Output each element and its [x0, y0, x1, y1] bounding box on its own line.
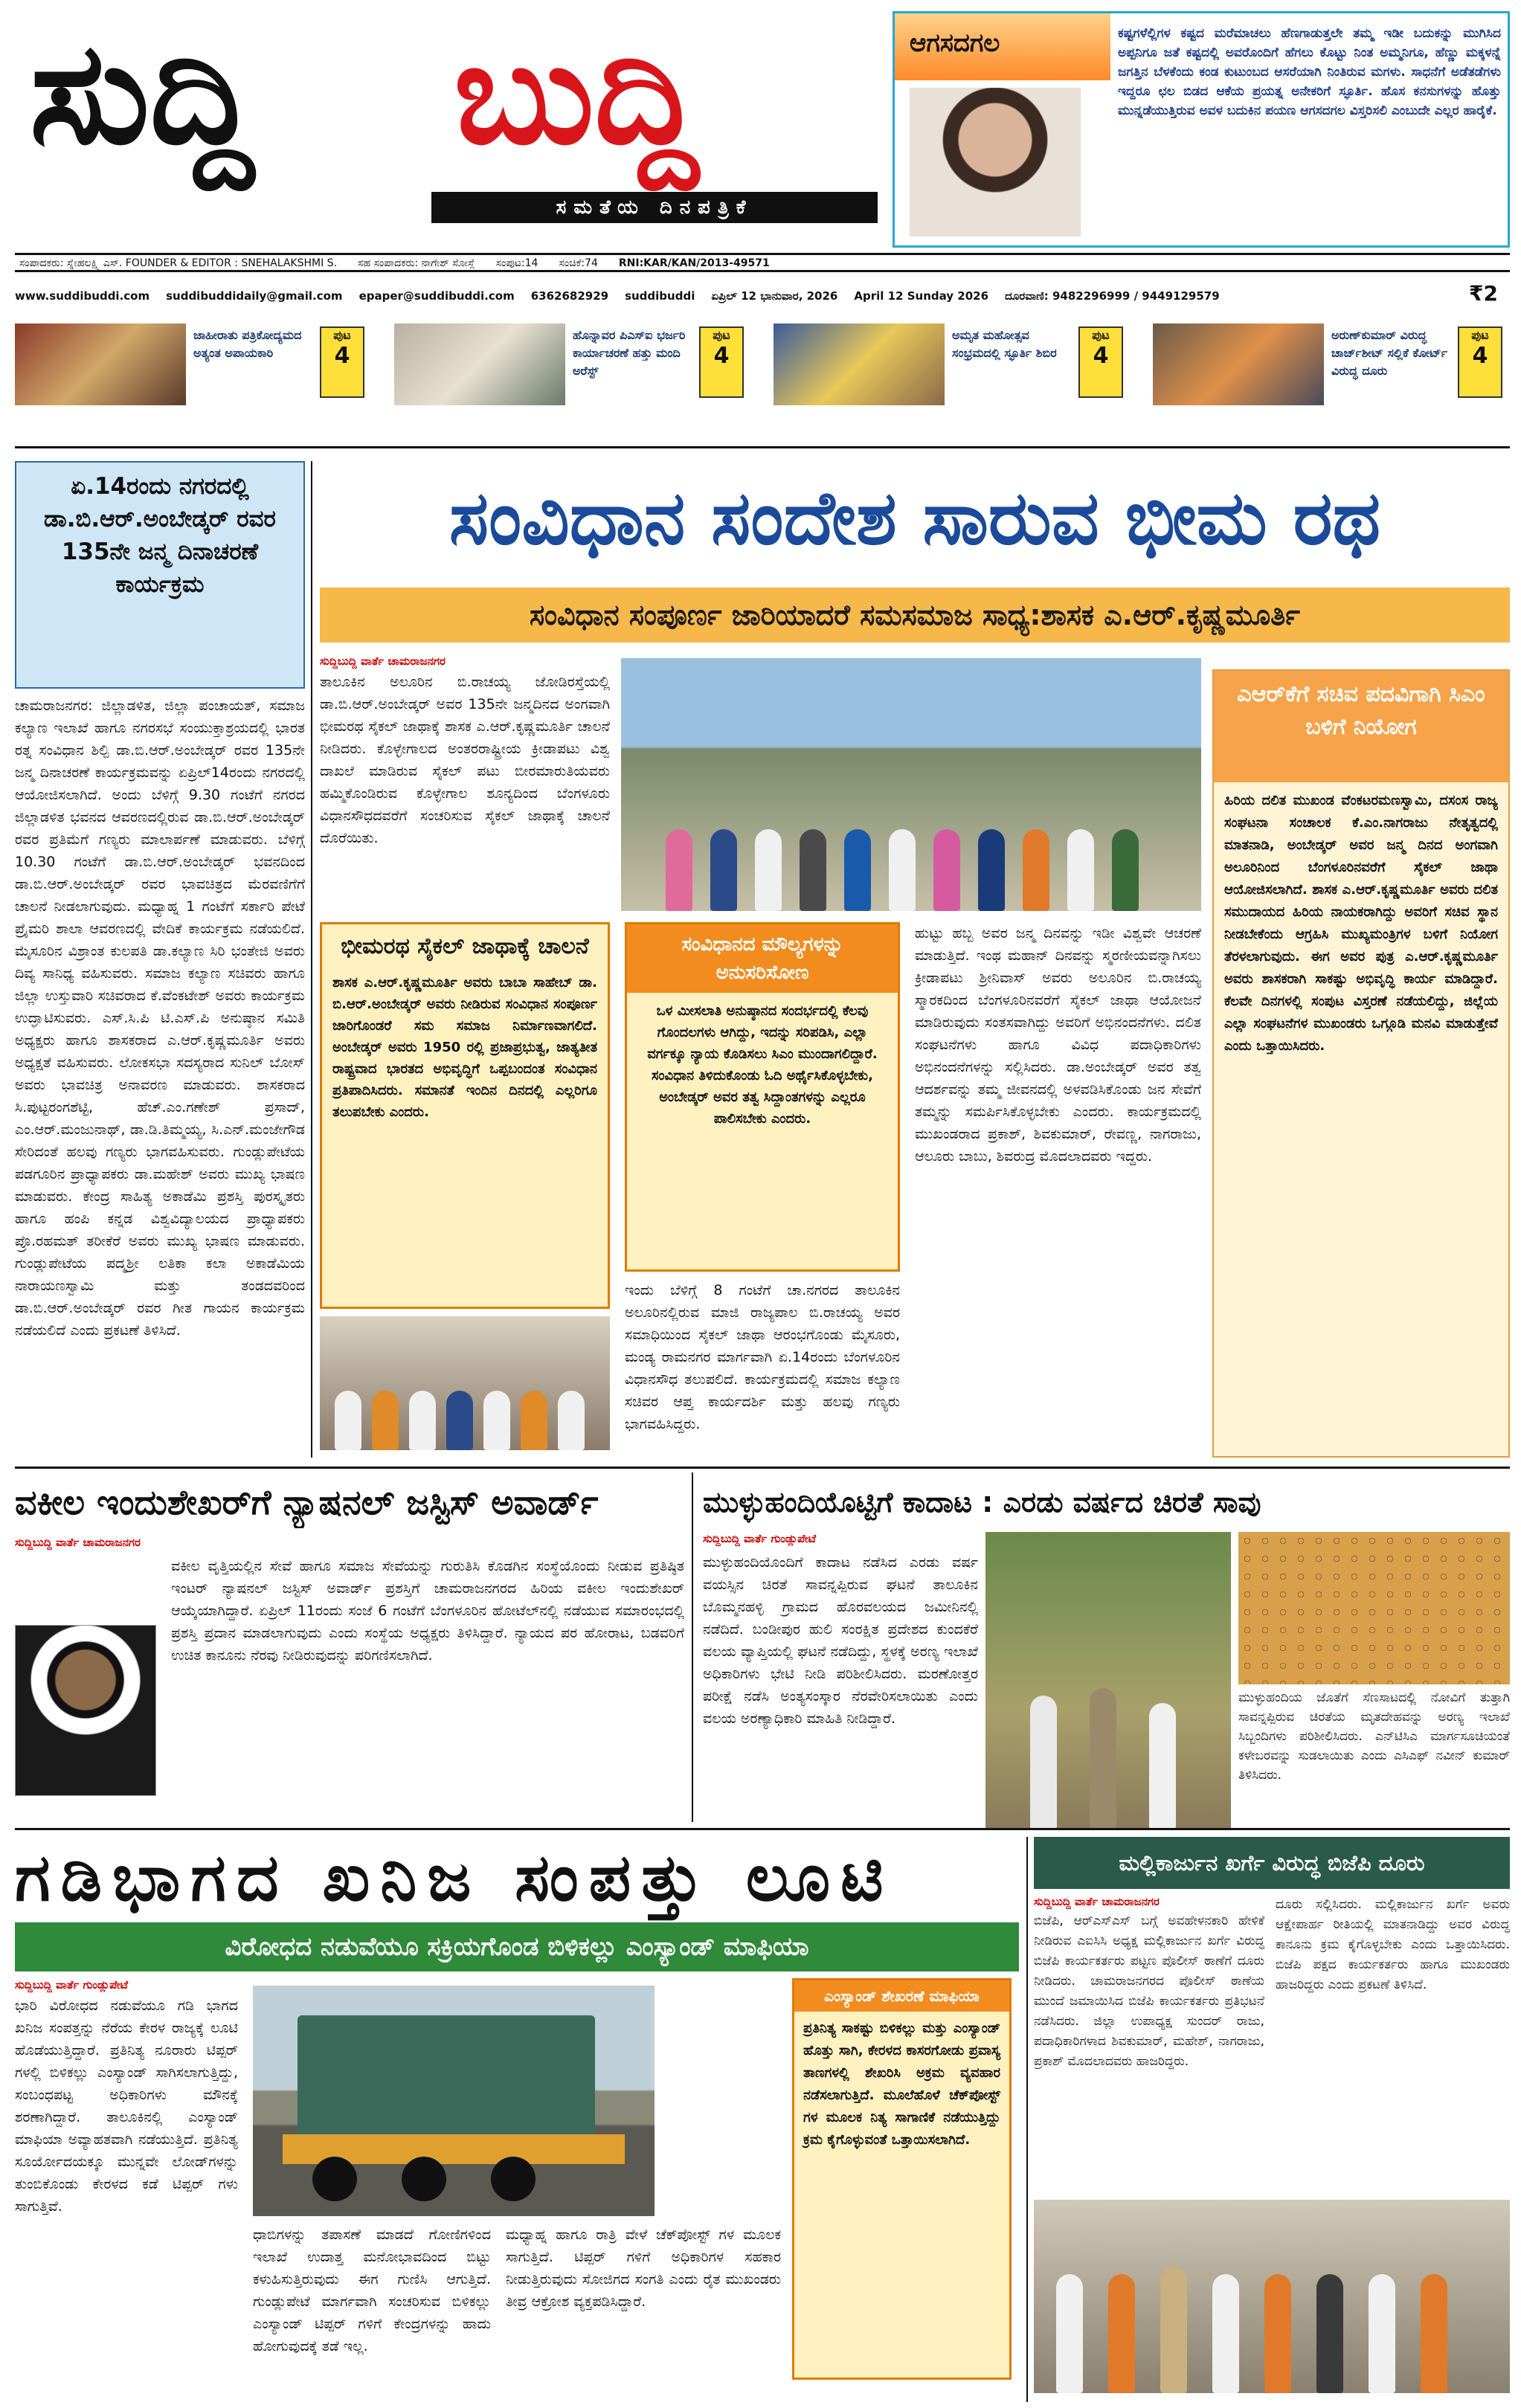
- website-link[interactable]: www.suddibuddi.com: [15, 289, 150, 303]
- masthead: [0, 0, 1521, 290]
- teaser-item[interactable]: [15, 316, 372, 409]
- teaser-item[interactable]: [774, 316, 1131, 409]
- column-divider: [1026, 1837, 1028, 2402]
- date-kannada: ಏಪ್ರಿಲ್ 12 ಭಾನುವಾರ, 2026: [711, 289, 838, 303]
- teaser-item[interactable]: [394, 316, 751, 409]
- award-byline: ಸುದ್ದಿಬುದ್ದಿ ವಾರ್ತೆ ಚಾಮರಾಜನಗರ: [15, 1536, 141, 1549]
- callout-center-box: [625, 922, 900, 1272]
- left-story-body: ಚಾಮರಾಜನಗರ: ಜಿಲ್ಲಾಡಳಿತ, ಜಿಲ್ಲಾ ಪಂಚಾಯತ್, ಸಮಾಜ ಕಲ್ಯಾಣ ಇಲಾಖೆ ಹಾಗೂ ನಗರಸಭೆ ಸಂಯುಕ್ತಾಶ್ರಯದಲ್ಲಿ ಭಾರತ ರತ್ನ ಸಂವಿಧಾನ ಶಿಲ್ಪಿ ಡಾ.ಬಿ.ಆರ್.ಅಂಬೇಡ್ಕರ್ ರವರ 135ನೇ ಜನ್ಮ ದಿನಾಚರಣೆ ಕಾರ್ಯಕ್ರಮವನ್ನು ಏಪ್ರಿಲ್14ರಂದು ನಗರದಲ್ಲಿ ಆಯೋಜಿಸಲಾಗಿದೆ. ಅಂದು ಬೆಳಿಗ್ಗೆ 9.30 ಗಂಟೆಗೆ ನಗರದ ಜಿಲ್ಲಾಡಳಿತ ಭವನದ ಆವರಣದಲ್ಲಿರುವ ಡಾ.ಬಿ.ಆರ್.ಅಂಬೇಡ್ಕರ್ ರವರ ಪ್ರತಿಮೆಗೆ ಗಣ್ಯರು ಮಾಲಾರ್ಪಣೆ ಮಾಡುವರು. ಬೆಳಿಗ್ಗೆ 10.30 ಗಂಟೆಗೆ ಡಾ.ಬಿ.ಆರ್.ಅಂಬೇಡ್ಕರ್ ಭವನದಿಂದ ಡಾ.ಬಿ.ಆರ್.ಅಂಬೇಡ್ಕರ್ ರವರ ಭಾವಚಿತ್ರದ ಮೆರವಣಿಗೆಗೆ ಚಾಲನೆ ನೀಡಲಾಗುವುದು. ಮಧ್ಯಾಹ್ನ 1 ಗಂಟೆಗೆ ಸರ್ಕಾರಿ ಪೇಟೆ ಪ್ರೈಮರಿ ಶಾಲಾ ಆವರಣದಲ್ಲಿ ವೇದಿಕೆ ಕಾರ್ಯಕ್ರಮ ನಡೆಯಲಿದೆ. ಮೈಸೂರಿನ ವಿಶ್ರಾಂತ ಕುಲಪತಿ ಡಾ.ಕಲ್ಯಾಣ ಸಿರಿ ಭಂತೇಜಿ ಅವರು ದಿವ್ಯ ಸಾನಿಧ್ಯ ವಹಿಸುವರು. ಸಮಾಜ ಕಲ್ಯಾಣ ಸಚಿವರು ಹಾಗೂ ಜಿಲ್ಲಾ ಉಸ್ತುವಾರಿ ಸಚಿವರಾದ ಕೆ.ವೆಂಕಟೇಶ್ ಅವರು ಕಾರ್ಯಕ್ರಮ ಉದ್ಘಾಟಿಸುವರು. ಎಸ್.ಸಿ.ಪಿ ಟಿ.ಎಸ್.ಪಿ ಅನುಷ್ಠಾನ ಸಮಿತಿ ಅಧ್ಯಕ್ಷರು ಹಾಗೂ ಶಾಸಕರಾದ ಎ.ಆರ್.ಕೃಷ್ಣಮೂರ್ತಿ ಅವರು ಅಧ್ಯಕ್ಷತೆ ವಹಿಸುವರು. ಲೋಕಸಭಾ ಸದಸ್ಯರಾದ ಸುನಿಲ್ ಬೋಸ್ ಅವರು ಭಾವಚಿತ್ರ ಅನಾವರಣ ಮಾಡುವರು. ಶಾಸಕರಾದ ಸಿ.ಪುಟ್ಟರಂಗಶೆಟ್ಟಿ, ಹೆಚ್.ಎಂ.ಗಣೇಶ್ ಪ್ರಸಾದ್, ಎಂ.ಆರ್.ಮಂಜುನಾಥ್, ಡಾ.ಡಿ.ತಿಮ್ಮಯ್ಯ, ಸಿ.ಎನ್.ಮಂಜೇಗೌಡ ಸೇರಿದಂತೆ ಹಲವು ಗಣ್ಯರು ಭಾಗವಹಿಸುವರು. ಗುಂಡ್ಲುಪೇಟೆಯ ಪಡಗೂರಿನ ಪ್ರಾಧ್ಯಾಪಕರು ಡಾ.ಮಹೇಶ್ ಅವರು ಮುಖ್ಯ ಭಾಷಣ ಮಾಡುವರು. ಕೇಂದ್ರ ಸಾಹಿತ್ಯ ಅಕಾಡೆಮಿ ಪ್ರಶಸ್ತಿ ಪುರಸ್ಕೃತರು ಹಾಗೂ ಹಂಪಿ ಕನ್ನಡ ವಿಶ್ವವಿದ್ಯಾಲಯದ ಪ್ರಾಧ್ಯಾಪಕರು ಪ್ರೊ.ರಹಮತ್ ತರೀಕೆರೆ ಅವರು ಮುಖ್ಯ ಭಾಷಣ ಮಾಡುವರು. ಗುಂಡ್ಲುಪೇಟೆಯ ಪದ್ಮಶ್ರೀ ಲತಿಕಾ ಕಲಾ ಅಕಾಡೆಮಿಯ ನಾರಾಯಣಸ್ವಾಮಿ ಮತ್ತು ತಂಡದವರಿಂದ ಡಾ.ಬಿ.ಆರ್.ಅಂಬೇಡ್ಕರ್ ರವರ ಗೀತ ಗಾಯನ ಕಾರ್ಯಕ್ರಮ ನಡೆಯಲಿದೆ ಎಂದು ಪ್ರಕಟಣೆ ತಿಳಿಸಿದೆ.: [15, 698, 305, 1339]
- ad-title: ಆಗಸದಗಲ: [910, 28, 1000, 58]
- bjp-story: [1034, 1895, 1510, 2408]
- truck-photo: [253, 1986, 655, 2216]
- forest-officials-photo: [985, 1532, 1231, 1829]
- mafia-box: [792, 1978, 1012, 2380]
- teaser-page-label: ಪುಟ 4: [699, 326, 744, 398]
- left-story-headline: ಏ.14ರಂದು ನಗರದಲ್ಲಿ ಡಾ.ಬಿ.ಆರ್.ಅಂಬೇಡ್ಕರ್ ರವರ 135ನೇ ಜನ್ಮ ದಿನಾಚರಣೆ ಕಾರ್ಯಕ್ರಮ: [15, 461, 305, 689]
- award-headline: ವಕೀಲ ಇಂದುಶೇಖರ್‌ಗೆ ನ್ಯಾಷನಲ್ ಜಸ್ಟಿಸ್ ಅವಾರ್ಡ್: [15, 1482, 599, 1522]
- callout-center-title: ಸಂವಿಧಾನದ ಮೌಲ್ಯಗಳನ್ನು ಅನುಸರಿಸೋಣ: [627, 924, 898, 993]
- email-link[interactable]: suddibuddidaily@gmail.com: [166, 289, 343, 303]
- logo-right: ಬುದ್ದಿ: [454, 10, 699, 176]
- mining-story: [15, 1978, 1019, 2402]
- bjp-byline: ಸುದ್ದಿಬುದ್ದಿ ವಾರ್ತೆ ಚಾಮರಾಜನಗರ: [1034, 1895, 1160, 1908]
- teaser-title: ಅರುಣ್‌ಕುಮಾರ್ ವಿರುದ್ಧ ಚಾರ್ಜ್‌ಶೀಟ್ ಸಲ್ಲಿಕೆ ಕೋರ್ಟ್ ವಿರುದ್ಧ ದೂರು: [1331, 328, 1448, 378]
- lead-col-2: ಇಂದು ಬೆಳಿಗ್ಗೆ 8 ಗಂಟೆಗೆ ಚಾ.ನಗರದ ತಾಲೂಕಿನ ಅಲೂರಿನಲ್ಲಿರುವ ಮಾಜಿ ರಾಜ್ಯಪಾಲ ಬಿ.ರಾಚಯ್ಯ ಅವರ ಸಮಾಧಿಯಿಂದ ಸೈಕಲ್ ಜಾಥಾ ಆರಂಭಗೊಂಡು ಮೈಸೂರು, ಮಂಡ್ಯ ರಾಮನಗರ ಮಾರ್ಗವಾಗಿ ಏ.14ರಂದು ಬೆಂಗಳೂರಿನ ವಿಧಾನಸೌಧ ತಲುಪಲಿದೆ. ಕಾರ್ಯಕ್ರಮದಲ್ಲಿ ಸಮಾಜ ಕಲ್ಯಾಣ ಸಚಿವರ ಆಪ್ತ ಕಾರ್ಯದರ್ಶಿ ಮತ್ತು ಹಲವು ಗಣ್ಯರು ಭಾಗವಹಿಸಿದ್ದರು.: [625, 1282, 900, 1432]
- whatsapp-number: 6362682929: [530, 289, 609, 303]
- info-strip: [15, 253, 1510, 272]
- teaser-page-label: ಪುಟ 4: [320, 326, 364, 398]
- phone-numbers: ದೂರವಾಣಿ: 9482296999 / 9449129579: [1005, 289, 1220, 303]
- teaser-photo: [394, 323, 565, 405]
- left-story: [15, 461, 305, 1458]
- lead-byline: ಸುದ್ದಿಬುದ್ದಿ ವಾರ್ತೆ ಚಾಮರಾಜನಗರ: [320, 654, 446, 668]
- teaser-strip: [15, 316, 1510, 413]
- teaser-title: ಹೊನ್ನಾವರ ಪಿಎಸ್‌ಐ ಭರ್ಜರಿ ಕಾರ್ಯಾಚರಣೆ ಹತ್ತು ಮಂದಿ ಅರೆಸ್ಟ್: [573, 328, 686, 378]
- callout-left-title: ಭೀಮರಥ ಸೈಕಲ್ ಜಾಥಾಕ್ಕೆ ಚಾಲನೆ: [341, 933, 589, 959]
- bjp-headline: ಮಲ್ಲಿಕಾರ್ಜುನ ಖರ್ಗೆ ವಿರುದ್ಧ ಬಿಜೆಪಿ ದೂರು: [1034, 1837, 1510, 1889]
- mining-col-1: [15, 1978, 238, 2395]
- lead-subheadline: ಸಂವಿಧಾನ ಸಂಪೂರ್ಣ ಜಾರಿಯಾದರೆ ಸಮಸಮಾಜ ಸಾಧ್ಯ:ಶಾಸಕ ಎ.ಆರ್.ಕೃಷ್ಣಮೂರ್ತಿ: [320, 587, 1510, 643]
- mining-body: ಭಾರಿ ವಿರೋಧದ ನಡುವೆಯೂ ಗಡಿ ಭಾಗದ ಖನಿಜ ಸಂಪತ್ತನ್ನು ನೆರೆಯ ಕೇರಳ ರಾಜ್ಯಕ್ಕೆ ಲೂಟಿ ಹೊಡೆಯುತ್ತಿದ್ದಾರೆ. ಪ್ರತಿನಿತ್ಯ ನೂರಾರು ಟಿಪ್ಪರ್ ಗಳಲ್ಲಿ ಬಿಳಿಕಲ್ಲು ಎಂಸ್ಯಾಂಡ್ ಸಾಗಿಸಲಾಗುತ್ತಿದ್ದು, ಸಂಬಂಧಪಟ್ಟ ಅಧಿಕಾರಿಗಳು ಮೌನಕ್ಕೆ ಶರಣಾಗಿದ್ದಾರೆ. ತಾಲೂಕಿನಲ್ಲಿ ಎಂಸ್ಯಾಂಡ್ ಮಾಫಿಯಾ ಅವ್ಯಾಹತವಾಗಿ ನಡೆಯುತ್ತಿದೆ. ಪ್ರತಿನಿತ್ಯ ಸೂರ್ಯೋದಯಕ್ಕೂ ಮುನ್ನವೇ ಲೋಡ್‌ಗಳನ್ನು ತುಂಬಿಕೊಂಡು ಕೇರಳದ ಕಡೆ ಟಿಪ್ಪರ್ ಗಳು ಸಾಗುತ್ತಿವೆ.: [15, 1997, 238, 2215]
- lead-col-1-text: ತಾಲೂಕಿನ ಅಲೂರಿನ ಬಿ.ರಾಚಯ್ಯ ಜೋಡಿರಸ್ತೆಯಲ್ಲಿ ಡಾ.ಬಿ.ಆರ್.ಅಂಬೇಡ್ಕರ್ ಅವರ 135ನೇ ಜನ್ಮದಿನದ ಅಂಗವಾಗಿ ಭೀಮರಥ ಸೈಕಲ್ ಜಾಥಾಕ್ಕೆ ಶಾಸಕ ಎ.ಆರ್.ಕೃಷ್ಣಮೂರ್ತಿ ಚಾಲನೆ ನೀಡಿದರು. ಕೊಳ್ಳೇಗಾಲದ ಅಂತರರಾಷ್ಟ್ರೀಯ ಕ್ರೀಡಾಪಟು ವಿಶ್ವ ದಾಖಲೆ ಮಾಡಿರುವ ಸೈಕಲ್ ಪಟು ಬೀರಮಾರುತಿಯವರು ಹಮ್ಮಿಕೊಂಡಿರುವ ಕೊಳ್ಳೇಗಾಲ ಶೂನ್ಯದಿಂದ ಬೆಂಗಳೂರು ವಿಧಾನಸೌಧದವರೆಗೆ ಸಂಚರಿಸುವ ಸೈಕಲ್ ಜಾಥಾಕ್ಕೆ ಚಾಲನೆ ದೊರೆಯಿತು.: [320, 674, 610, 846]
- leopard-story: [703, 1532, 1510, 1822]
- lead-photo: [621, 658, 1201, 911]
- contact-row: [15, 281, 1510, 311]
- leopard-byline: ಸುದ್ದಿಬುದ್ದಿ ವಾರ್ತೆ ಗುಂಡ್ಲುಪೇಟೆ: [703, 1532, 817, 1545]
- bjp-col-2: ದೂರು ಸಲ್ಲಿಸಿದರು. ಮಲ್ಲಿಕಾರ್ಜುನ ಖರ್ಗೆ ಅವರು ಆಕ್ಷೇಪಾರ್ಹ ರೀತಿಯಲ್ಲಿ ಮಾತನಾಡಿದ್ದು ಅವರ ವಿರುದ್ಧ ಕಾನೂನು ಕ್ರಮ ಕೈಗೊಳ್ಳಬೇಕು ಎಂದು ಒತ್ತಾಯಿಸಿದರು. ಬಿಜೆಪಿ ಪಕ್ಷದ ಕಾರ್ಯಕರ್ತರು ಹಾಗೂ ಮುಖಂಡರು ಹಾಜರಿದ್ದರು ಎಂದು ಪ್ರಕಟಣೆ ತಿಳಿಸಿದೆ.: [1276, 1897, 1510, 1992]
- mafia-box-title: ಎಂಸ್ಯಾಂಡ್ ಶೇಖರಣೆ ಮಾಫಿಯಾ: [794, 1980, 1009, 2012]
- callout-center-text: ಒಳ ಮೀಸಲಾತಿ ಅನುಷ್ಠಾನದ ಸಂದರ್ಭದಲ್ಲಿ ಕೆಲವು ಗೊಂದಲಗಳು ಆಗಿದ್ದು, ಇದನ್ನು ಸರಿಪಡಿಸಿ, ಎಲ್ಲಾ ವರ್ಗಕ್ಕೂ ನ್ಯಾಯ ಕೊಡಿಸಲು ಸಿಎಂ ಮುಂದಾಗಲಿದ್ದಾರೆ. ಸಂವಿಧಾನ ತಿಳಿದುಕೊಂಡು ಓದಿ ಅರ್ಥೈಸಿಕೊಳ್ಳಬೇಕು, ಅಂಬೇಡ್ಕರ್ ಅವರ ತತ್ವ ಸಿದ್ದಾಂತಗಳನ್ನು ಎಲ್ಲರೂ ಪಾಲಿಸಬೇಕು ಎಂದರು.: [647, 1003, 878, 1127]
- ad-portrait: [910, 88, 1081, 236]
- mining-col-2: ಧಾಬಿಗಳನ್ನು ತಪಾಸಣೆ ಮಾಡದೆ ಗೋಣಿಗಳಿಂದ ಇಲಾಖೆ ಉದಾತ್ತ ಮನೋಭಾವದಿಂದ ಬಿಟ್ಟು ಕಳುಹಿಸುತ್ತಿರುವುದು ಈಗ ಗುಣಿಸಿ ಆಗುತ್ತಿದೆ. ಗುಂಡ್ಲುಪೇಟೆ ಮಾರ್ಗವಾಗಿ ಸಂಚರಿಸುವ ಬಿಳಿಕಲ್ಲು ಎಂಸ್ಯಾಂಡ್ ಟಿಪ್ಪರ್ ಗಳಿಗೆ ಕೇಂದ್ರಗಳನ್ನು ಹಾದು ಹೋಗುವುದಕ್ಕೆ ತಡೆ ಇಲ್ಲ.: [253, 2227, 491, 2354]
- bjp-body: ಬಿಜೆಪಿ, ಆರ್‌ಎಸ್‌ಎಸ್ ಬಗ್ಗೆ ಅವಹೇಳನಕಾರಿ ಹೇಳಿಕೆ ನೀಡಿರುವ ಎಐಸಿಸಿ ಅಧ್ಯಕ್ಷ ಮಲ್ಲಿಕಾರ್ಜುನ ಖರ್ಗೆ ವಿರುದ್ಧ ಬಿಜೆಪಿ ಕಾರ್ಯಕರ್ತರು ಪಟ್ಟಣ ಪೊಲೀಸ್ ಠಾಣೆಗೆ ದೂರು ನೀಡಿದರು. ಚಾಮರಾಜನಗರದ ಪೊಲೀಸ್ ಠಾಣೆಯ ಮುಂದೆ ಜಮಾಯಿಸಿದ ಬಿಜೆಪಿ ಕಾರ್ಯಕರ್ತರು ಪ್ರತಿಭಟನೆ ನಡೆಸಿದರು. ಜಿಲ್ಲಾ ಉಪಾಧ್ಯಕ್ಷ ಸುಂದರ್ ರಾಜು, ಪದಾಧಿಕಾರಿಗಳಾದ ಶಿವಕುಮಾರ್, ಮಹೇಶ್, ನಾಗರಾಜು, ಪ್ರಕಾಶ್ ಮೊದಲಾದವರು ಹಾಜರಿದ್ದರು.: [1034, 1913, 1264, 2069]
- teaser-photo: [774, 323, 945, 405]
- editor-info: ಸಂಪಾದಕರು: ಸ್ನೇಹಲಕ್ಷ್ಮಿ ಎಸ್. FOUNDER & EDITOR : SNEHALAKSHMI S.: [19, 257, 338, 269]
- date-english: April 12 Sunday 2026: [854, 289, 989, 303]
- mafia-box-text: ಪ್ರತಿನಿತ್ಯ ಸಾಕಷ್ಟು ಬಿಳಿಕಲ್ಲು ಮತ್ತು ಎಂಸ್ಯಾಂಡ್ ಹೊತ್ತು ಸಾಗಿ, ಕೇರಳದ ಕಾಸರಗೋಡು ಪ್ರವಾಸ್ಯ ತಾಣಗಳಲ್ಲಿ ಶೇಖರಿಸಿ ಅಕ್ರಮ ವ್ಯವಹಾರ ನಡೆಸಲಾಗುತ್ತಿದೆ. ಮೂಲೆಹೊಳೆ ಚೆಕ್‌ಪೋಸ್ಟ್ ಗಳ ಮೂಲಕ ನಿತ್ಯ ಸಾಗಾಣಿಕೆ ನಡೆಯುತ್ತಿದ್ದು ಕ್ರಮ ಕೈಗೊಳ್ಳುವಂತೆ ಒತ್ತಾಯಿಸಲಾಗಿದೆ.: [803, 2021, 1000, 2148]
- mining-headline: ಗಡಿಭಾಗದ ಖನಿಜ ಸಂಪತ್ತು ಲೂಟಿ: [15, 1839, 894, 1916]
- group-photo: [320, 1316, 610, 1450]
- callout-left-text: ಶಾಸಕ ಎ.ಆರ್.ಕೃಷ್ಣಮೂರ್ತಿ ಅವರು ಬಾಬಾ ಸಾಹೇಬ್ ಡಾ. ಬಿ.ಆರ್.ಅಂಬೇಡ್ಕರ್ ಅವರು ನೀಡಿರುವ ಸಂವಿಧಾನ ಸಂಪೂರ್ಣ ಜಾರಿಗೊಂಡರೆ ಸಮ ಸಮಾಜ ನಿರ್ಮಾಣವಾಗಲಿದೆ. ಅಂಬೇಡ್ಕರ್ ಅವರು 1950 ರಲ್ಲಿ ಪ್ರಜಾಪ್ರಭುತ್ವ, ಜಾತ್ಯತೀತ ರಾಷ್ಟ್ರವಾದ ಭಾರತದ ಅಭಿವೃದ್ಧಿಗೆ ಒಪ್ಪಬಂದಂತ ಸಂವಿಧಾನ ಪ್ರತಿಪಾದಿಸಿದರು. ಸಮಾನತೆ ಇಂದಿನ ದಿನದಲ್ಲಿ ಎಲ್ಲರಿಗೂ ತಲುಪಬೇಕು ಎಂದರು.: [332, 975, 597, 1120]
- divider: [15, 1467, 1510, 1469]
- logo-left: ಸುದ್ದಿ: [30, 10, 254, 176]
- award-body: ವಕೀಲ ವೃತ್ತಿಯಲ್ಲಿನ ಸೇವೆ ಹಾಗೂ ಸಮಾಜ ಸೇವೆಯನ್ನು ಗುರುತಿಸಿ ಕೊಡಗಿನ ಸಂಸ್ಥೆಯೊಂದು ನೀಡುವ ಪ್ರತಿಷ್ಠಿತ ಇಂಟರ್ ನ್ಯಾಷನಲ್ ಜಸ್ಟಿಸ್ ಅವಾರ್ಡ್ ಪ್ರಶಸ್ತಿಗೆ ಚಾಮರಾಜನಗರದ ಹಿರಿಯ ವಕೀಲ ಇಂದುಶೇಖರ್ ಆಯ್ಕೆಯಾಗಿದ್ದಾರೆ. ಏಪ್ರಿಲ್ 11ರಂದು ಸಂಜೆ 6 ಗಂಟೆಗೆ ಬೆಂಗಳೂರಿನ ಹೋಟೆಲ್‌ನಲ್ಲಿ ನಡೆಯುವ ಸಮಾರಂಭದಲ್ಲಿ ಪ್ರಶಸ್ತಿ ಪ್ರದಾನ ಮಾಡಲಾಗುವುದು ಎಂದು ಸಂಸ್ಥೆಯ ಅಧ್ಯಕ್ಷರು ತಿಳಿಸಿದ್ದಾರೆ. ನ್ಯಾಯದ ಪರ ಹೋರಾಟ, ಬಡವರಿಗೆ ಉಚಿತ ಕಾನೂನು ನೆರವು ನೀಡಿರುವುದನ್ನು ಪರಿಗಣಿಸಲಾಗಿದೆ.: [171, 1558, 684, 1664]
- right-story-body: ಹಿರಿಯ ದಲಿತ ಮುಖಂಡ ವೆಂಕಟರಮಣಸ್ವಾಮಿ, ದಸಂಸ ರಾಜ್ಯ ಸಂಘಟನಾ ಸಂಚಾಲಕ ಕೆ.ಎಂ.ನಾಗರಾಜು ನೇತೃತ್ವದಲ್ಲಿ ಮಾತನಾಡಿ, ಅಂಬೇಡ್ಕರ್ ಅವರ ಜನ್ಮ ದಿನದ ಅಂಗವಾಗಿ ಅಲೂರಿನಿಂದ ಬೆಂಗಳೂರಿನವರೆಗೆ ಸೈಕಲ್ ಜಾಥಾ ಆಯೋಜಿಸಲಾಗಿದೆ. ಶಾಸಕ ಎ.ಆರ್.ಕೃಷ್ಣಮೂರ್ತಿ ಅವರು ದಲಿತ ಸಮುದಾಯದ ಹಿರಿಯ ನಾಯಕರಾಗಿದ್ದು ಅವರಿಗೆ ಸಚಿವ ಸ್ಥಾನ ನೀಡಬೇಕೆಂದು ಆಗ್ರಹಿಸಿ ಮುಖ್ಯಮಂತ್ರಿಗಳ ಬಳಿಗೆ ನಿಯೋಗ ತೆರಳಲಾಗುವುದು. ಈಗ ಅವರ ಪುತ್ರ ಎ.ಆರ್.ಕೃಷ್ಣಮೂರ್ತಿ ಅವರು ಶಾಸಕರಾಗಿ ಸಾಕಷ್ಟು ಅಭಿವೃದ್ಧಿ ಕಾರ್ಯ ಮಾಡಿದ್ದಾರೆ. ಕೆಲವೇ ದಿನಗಳಲ್ಲಿ ಸಂಪುಟ ವಿಸ್ತರಣೆ ನಡೆಯಲಿದ್ದು, ಜಿಲ್ಲೆಯ ಎಲ್ಲಾ ಸಂಘಟನೆಗಳ ಮುಖಂಡರು ಒಗ್ಗೂಡಿ ಮನವಿ ಮಾಡುತ್ತೇವೆ ಎಂದು ಒತ್ತಾಯಿಸಿದರು.: [1224, 793, 1498, 1054]
- column-divider: [692, 1472, 693, 1822]
- lawyer-portrait: [15, 1625, 156, 1796]
- divider: [15, 1828, 1510, 1830]
- social-handle[interactable]: suddibuddi: [625, 289, 695, 303]
- ad-text: ಕಷ್ಟಗಳೆಲ್ಲಿಗಳ ಕಷ್ಟದ ಮರೆಮಾಚಲು ಹೆಣಗಾಡುತ್ತಲೇ ತಮ್ಮ ಇಡೀ ಬದುಕನ್ನು ಮುಗಿಸಿದ ಅಪ್ಪನಿಗೂ ಜತೆ ಕಷ್ಟದಲ್ಲಿ ಅವರೊಂದಿಗೆ ಹೆಗಲು ಕೊಟ್ಟು ನಿಂತ ಅಮ್ಮನಿಗೂ, ಹೆಣ್ಣು ಮಕ್ಕಳನ್ನೆ ಜಗತ್ತಿನ ಬೆಳಕೆಂದು ಕಂಡ ಕುಟುಂಬದ ಆಸರೆಯಾಗಿ ನಿಂತಿರುವ ಮಗಳು. ಸಾಧನೆಗೆ ಅಡೆತಡೆಗಳು ಇದ್ದರೂ ಛಲ ಬಿಡದ ಆಕೆಯ ಪ್ರಯತ್ನ ಅನೇಕರಿಗೆ ಸ್ಫೂರ್ತಿ. ಹೊಸ ಕನಸುಗಳನ್ನು ಹೊತ್ತು ಮುನ್ನಡೆಯುತ್ತಿರುವ ಅವಳ ಬದುಕಿನ ಪಯಣ ಆಗಸದಗಲ ವಿಸ್ತರಿಸಲಿ ಎಂಬುದೇ ಎಲ್ಲರ ಹಾರೈಕೆ.: [1118, 26, 1501, 118]
- teaser-photo: [15, 323, 186, 405]
- right-story-headline: ಎಆರ್‌ಕೆಗೆ ಸಚಿವ ಪದವಿಗಾಗಿ ಸಿಎಂ ಬಳಿಗೆ ನಿಯೋಗ: [1214, 671, 1508, 782]
- bjp-photo: [1034, 2200, 1510, 2393]
- column-divider: [311, 461, 312, 1458]
- leopard-headline: ಮುಳ್ಳುಹಂದಿಯೊಟ್ಟಿಗೆ ಕಾದಾಟ : ಎರಡು ವರ್ಷದ ಚಿರತೆ ಸಾವು: [703, 1486, 1261, 1519]
- leopard-body: ಮುಳ್ಳುಹಂದಿಯೊಂದಿಗೆ ಕಾದಾಟ ನಡೆಸಿದ ಎರಡು ವರ್ಷ ವಯಸ್ಸಿನ ಚಿರತೆ ಸಾವನ್ನಪ್ಪಿರುವ ಘಟನೆ ತಾಲೂಕಿನ ಬೊಮ್ಮನಹಳ್ಳಿ ಗ್ರಾಮದ ಹೊರವಲಯದ ಜಮೀನಿನಲ್ಲಿ ನಡೆದಿದೆ. ಬಂಡೀಪುರ ಹುಲಿ ಸಂರಕ್ಷಿತ ಪ್ರದೇಶದ ಕುಂದಕೆರೆ ವಲಯ ವ್ಯಾಪ್ತಿಯಲ್ಲಿ ಘಟನೆ ನಡೆದಿದ್ದು, ಸ್ಥಳಕ್ಕೆ ಅರಣ್ಯ ಇಲಾಖೆ ಅಧಿಕಾರಿಗಳು ಭೇಟಿ ನೀಡಿ ಪರಿಶೀಲಿಸಿದರು. ಮರಣೋತ್ತರ ಪರೀಕ್ಷೆ ನಡೆಸಿ ಅಂತ್ಯಸಂಸ್ಕಾರ ನೆರವೇರಿಸಲಾಯಿತು ಎಂದು ವಲಯ ಅರಣ್ಯಾಧಿಕಾರಿ ಮಾಹಿತಿ ನೀಡಿದ್ದಾರೆ.: [703, 1554, 978, 1727]
- issue-info: ಸಂಚಿಕೆ:74: [559, 257, 598, 269]
- epaper-link[interactable]: epaper@suddibuddi.com: [358, 289, 515, 303]
- tagline: ಸಮತೆಯ ದಿನಪತ್ರಿಕೆ: [431, 192, 878, 223]
- mining-col-3: ಮಧ್ಯಾಹ್ನ ಹಾಗೂ ರಾತ್ರಿ ವೇಳೆ ಚೆಕ್‌ಪೋಸ್ಟ್ ಗಳ ಮೂಲಕ ಸಾಗುತ್ತಿದೆ. ಟಿಪ್ಪರ್ ಗಳಿಗೆ ಅಧಿಕಾರಿಗಳ ಸಹಕಾರ ನೀಡುತ್ತಿರುವುದು ಸೋಜಿಗದ ಸಂಗತಿ ಎಂದು ರೈತ ಮುಖಂಡರು ತೀವ್ರ ಆಕ್ರೋಶ ವ್ಯಕ್ತಪಡಿಸಿದ್ದಾರೆ.: [506, 2227, 781, 2310]
- lead-col-1: [320, 654, 610, 900]
- co-editor-info: ಸಹ ಸಂಪಾದಕರು: ನಾಗೇಶ್ ಸೋಸ್ಲೆ: [358, 257, 475, 269]
- ad-box: [893, 11, 1510, 248]
- leopard-photo: [1238, 1532, 1510, 1684]
- teaser-item[interactable]: [1153, 316, 1510, 409]
- lead-headline: ಸಂವಿಧಾನ ಸಂದೇಶ ಸಾರುವ ಭೀಮ ರಥ: [448, 474, 1381, 561]
- divider: [15, 446, 1510, 448]
- right-story: [1212, 669, 1510, 1458]
- volume-info: ಸಂಪುಟ:14: [495, 257, 538, 269]
- bjp-col-1: [1034, 1895, 1264, 2192]
- teaser-title: ಅಮೃತ ಮಹೋತ್ಸವ ಸಂಭ್ರಮದಲ್ಲಿ ಸ್ಫೂರ್ತಿ ಶಿಬಿರ: [952, 328, 1057, 360]
- rni-info: RNI:KAR/KAN/2013-49571: [618, 257, 770, 269]
- mining-subheadline: ವಿರೋಧದ ನಡುವೆಯೂ ಸಕ್ರಿಯಗೊಂಡ ಬಿಳಿಕಲ್ಲು ಎಂಸ್ಯಾಂಡ್ ಮಾಫಿಯಾ: [15, 1922, 1019, 1971]
- price-tag: ₹2: [1469, 281, 1498, 306]
- leopard-caption: ಮುಳ್ಳುಹಂದಿಯ ಜೊತೆಗೆ ಸೆಣಸಾಟದಲ್ಲಿ ನೋವಿಗೆ ತುತ್ತಾಗಿ ಸಾವನ್ನಪ್ಪಿರುವ ಚಿರತೆಯ ಮೃತದೇಹವನ್ನು ಅರಣ್ಯ ಇಲಾಖೆ ಸಿಬ್ಬಂದಿಗಳು ಪರಿಶೀಲಿಸಿದರು. ಎನ್‌ಟಿಸಿಎ ಮಾರ್ಗಸೂಚಿಯಂತೆ ಕಳೇಬರವನ್ನು ಸುಡಲಾಯಿತು ಎಂದು ಎಸಿಎಫ್ ನವೀನ್ ಕುಮಾರ್ ತಿಳಿಸಿದರು.: [1238, 1690, 1510, 1783]
- award-story: [15, 1536, 684, 1818]
- teaser-photo: [1153, 323, 1324, 405]
- teaser-page-label: ಪುಟ 4: [1078, 326, 1123, 398]
- lead-col-3: ಹುಟ್ಟು ಹಬ್ಬ ಅವರ ಜನ್ಮ ದಿನವನ್ನು ಇಡೀ ವಿಶ್ವವೇ ಆಚರಣೆ ಮಾಡುತ್ತಿದೆ. ಇಂಥ ಮಹಾನ್ ದಿನವನ್ನು ಸ್ಮರಣೀಯವನ್ನಾಗಿಸಲು ಕ್ರೀಡಾಪಟು ಶ್ರೀನಿವಾಸ್ ಅವರು ಅಲೂರಿನ ಬಿ.ರಾಚಯ್ಯ ಸ್ಮಾರಕದಿಂದ ಬೆಂಗಳೂರಿನವರೆಗೆ ಸೈಕಲ್ ಜಾಥಾ ಆಯೋಜನೆ ಮಾಡಿರುವುದು ಸಂತಸವಾಗಿದ್ದು ಅವರಿಗೆ ಅಭಿನಂದನೆಗಳು. ದಲಿತ ಸಂಘಟನೆಗಳು ಹಾಗೂ ವಿವಿಧ ಪದಾಧಿಕಾರಿಗಳು ಅಭಿನಂದನೆಗಳನ್ನು ಸಲ್ಲಿಸಿದರು. ಡಾ.ಅಂಬೇಡ್ಕರ್ ಅವರ ತತ್ವ ಆದರ್ಶವನ್ನು ತಮ್ಮ ಜೀವನದಲ್ಲಿ ಅಳವಡಿಸಿಕೊಂಡು ಜನ ಸೇವೆಗೆ ತಮ್ಮನ್ನು ಸಮರ್ಪಿಸಿಕೊಳ್ಳಬೇಕು ಎಂದರು. ಕಾರ್ಯಕ್ರಮದಲ್ಲಿ ಮುಖಂಡರಾದ ಪ್ರಕಾಶ್, ಶಿವಕುಮಾರ್, ರೇವಣ್ಣ, ನಾಗರಾಜು, ಆಲೂರು ಬಾಬು, ಶಿವರುದ್ರ ಮೊದಲಾದವರು ಇದ್ದರು.: [915, 925, 1201, 1165]
- teaser-title: ಜಾಹೀರಾತು ಪತ್ರಿಕೋದ್ಯಮದ ಅತ್ಯಂತ ಅಪಾಯಕಾರಿ: [193, 328, 302, 360]
- callout-left-box: [320, 922, 610, 1309]
- teaser-page-label: ಪುಟ 4: [1458, 326, 1502, 398]
- mining-byline: ಸುದ್ದಿಬುದ್ದಿ ವಾರ್ತೆ ಗುಂಡ್ಲುಪೇಟೆ: [15, 1978, 129, 1992]
